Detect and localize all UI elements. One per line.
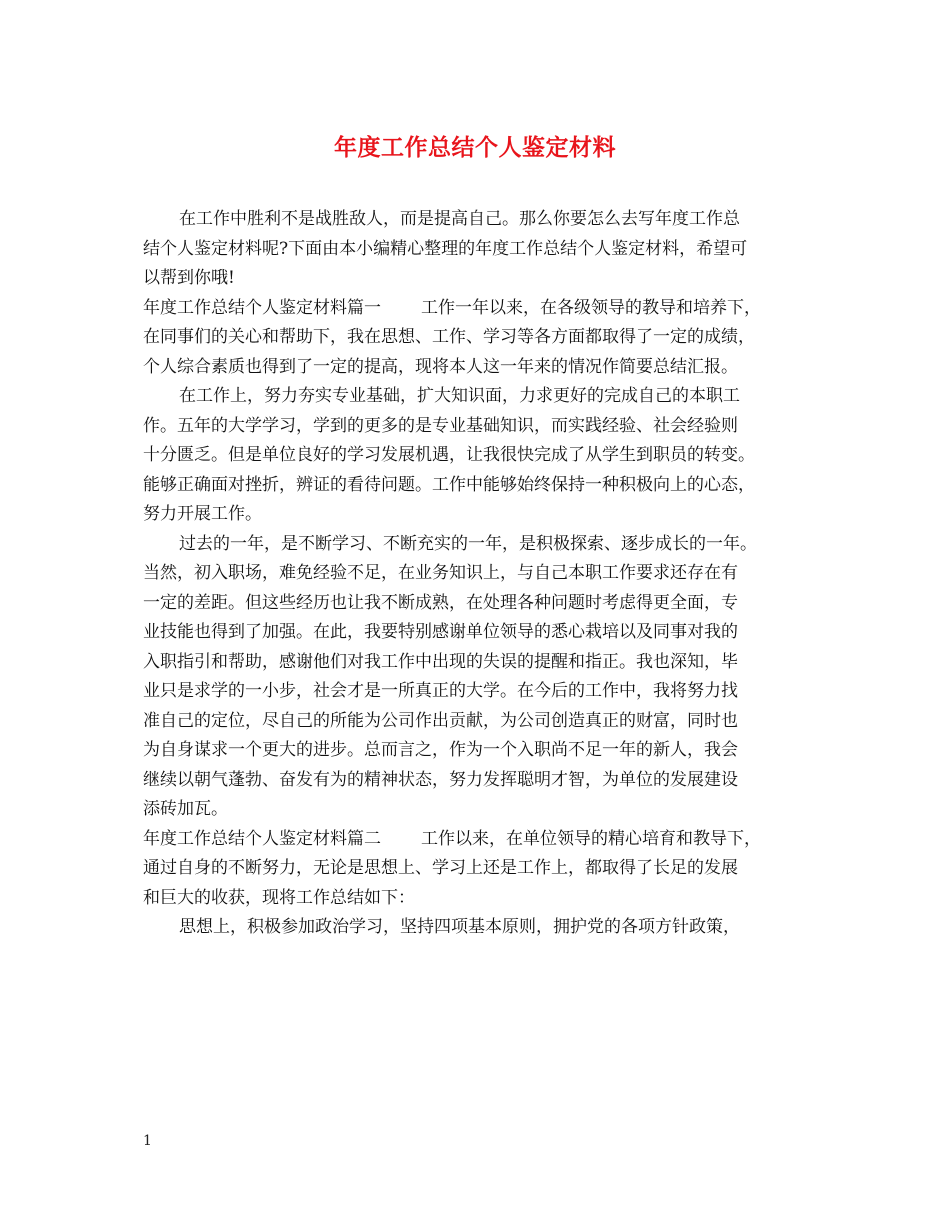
text-line: 思想上，积极参加政治学习，坚持四项基本原则，拥护党的各项方针政策，: [179, 917, 740, 937]
page-number: 1: [143, 1133, 152, 1149]
text-segment: 工作一年以来，在各级领导的教导和培养下，: [421, 297, 761, 318]
section-heading-line: [143, 825, 833, 855]
text-line: 继续以朝气蓬勃、奋发有为的精神状态，努力发挥聪明才智，为单位的发展建设: [143, 769, 738, 790]
text-line: 结个人鉴定材料呢?下面由本小编精心整理的年度工作总结个人鉴定材料，希望可: [143, 238, 748, 259]
text-line: 以帮到你哦!: [143, 268, 235, 288]
text-line: 准自己的定位，尽自己的所能为公司作出贡献，为公司创造真正的财富，同时也: [143, 710, 738, 731]
text-line: 十分匮乏。但是单位良好的学习发展机遇，让我很快完成了从学生到职员的转变。: [143, 445, 755, 465]
text-line: 入职指引和帮助，感谢他们对我工作中出现的失误的提醒和指正。我也深知，毕: [143, 651, 738, 672]
text-line: 和巨大的收获，现将工作总结如下：: [143, 887, 415, 908]
text-line: 个人综合素质也得到了一定的提高，现将本人这一年来的情况作简要总结汇报。: [143, 356, 738, 377]
text-line: 作。五年的大学学习，学到的更多的是专业基础知识，而实践经验、社会经验则: [143, 415, 738, 436]
section-heading-2: 年度工作总结个人鉴定材料篇二: [143, 828, 381, 849]
text-line: 业只是求学的一小步，社会才是一所真正的大学。在今后的工作中，我将努力找: [143, 681, 738, 701]
document-body: [143, 205, 833, 943]
text-line: 努力开展工作。: [143, 504, 262, 524]
text-line: 在工作中胜利不是战胜敌人，而是提高自己。那么你要怎么去写年度工作总: [179, 209, 740, 229]
document-title: 年度工作总结个人鉴定材料: [334, 134, 616, 161]
text-line: 业技能也得到了加强。在此，我要特别感谢单位领导的悉心栽培以及同事对我的: [143, 622, 738, 642]
text-line: 当然，初入职场，难免经验不足，在业务知识上，与自己本职工作要求还存在有: [143, 563, 738, 583]
section-heading-line: [143, 294, 833, 324]
text-segment: 工作以来，在单位领导的精心培育和教导下，: [421, 828, 761, 849]
text-line: 为自身谋求一个更大的进步。总而言之，作为一个入职尚不足一年的新人，我会: [143, 740, 738, 760]
text-line: 在同事们的关心和帮助下，我在思想、工作、学习等各方面都取得了一定的成绩，: [143, 327, 755, 347]
text-line: 添砖加瓦。: [143, 799, 228, 819]
text-line: 能够正确面对挫折，辨证的看待问题。工作中能够始终保持一种积极向上的心态，: [143, 474, 755, 495]
text-line: 通过自身的不断努力，无论是思想上、学习上还是工作上，都取得了长足的发展: [143, 858, 738, 878]
text-line: 过去的一年，是不断学习、不断充实的一年，是积极探索、逐步成长的一年。: [179, 533, 757, 554]
text-line: 一定的差距。但这些经历也让我不断成熟，在处理各种问题时考虑得更全面，专: [143, 592, 738, 613]
text-line: 在工作上，努力夯实专业基础，扩大知识面，力求更好的完成自己的本职工: [179, 386, 740, 406]
section-heading-1: 年度工作总结个人鉴定材料篇一: [143, 297, 381, 318]
